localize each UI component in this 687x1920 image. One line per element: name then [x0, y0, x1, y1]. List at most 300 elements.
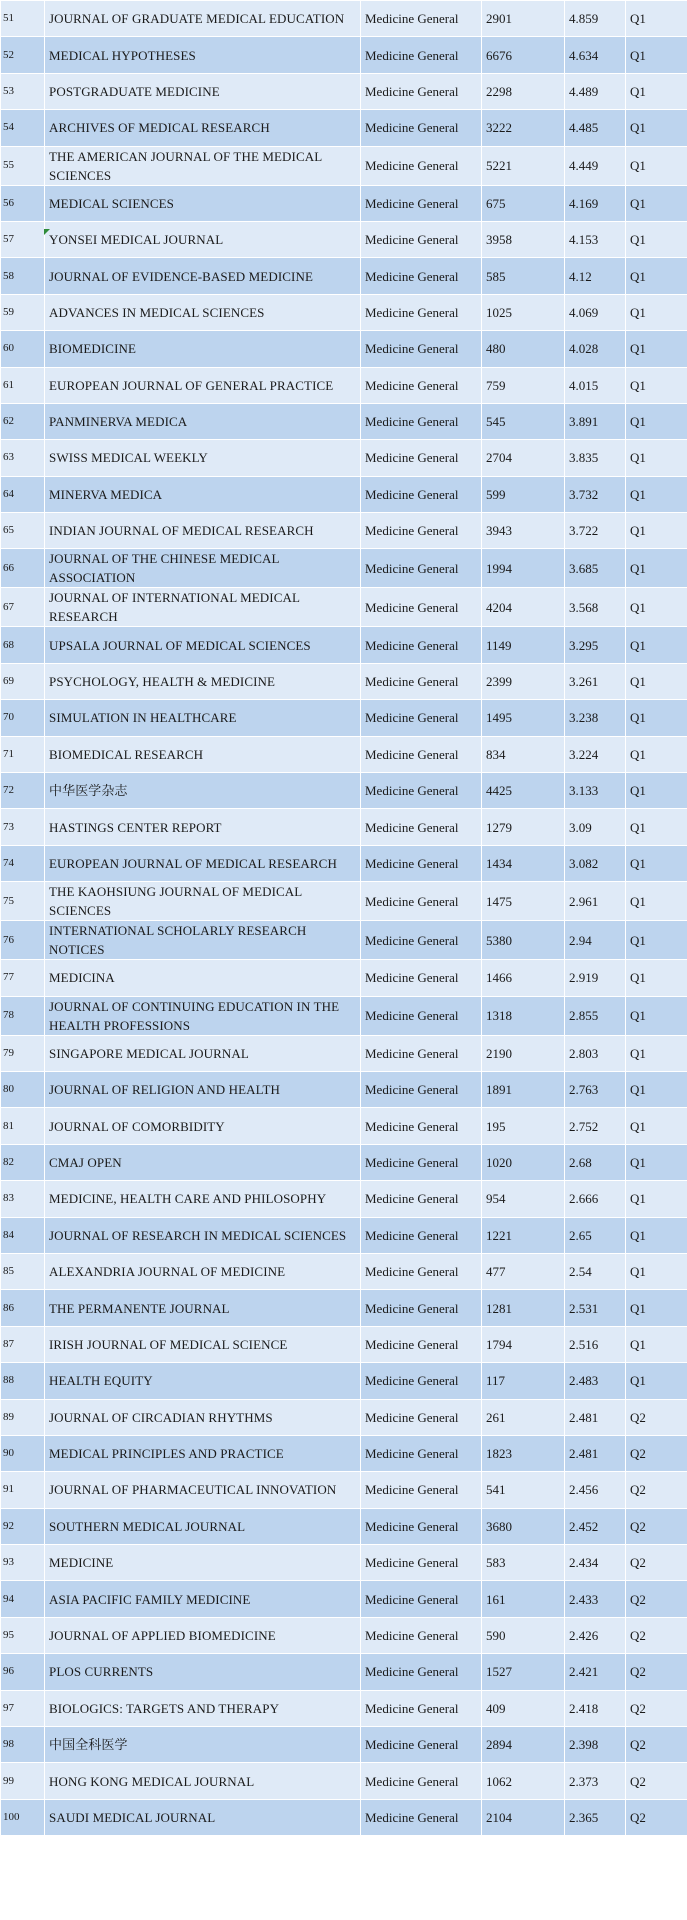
- total-cites-cell: 1466: [482, 960, 565, 996]
- quartile-cell: Q1: [626, 440, 687, 476]
- table-row: [1, 549, 687, 588]
- impact-factor-cell: 3.133: [565, 773, 626, 809]
- total-cites-cell: 3222: [482, 110, 565, 146]
- journal-name-cell: MEDICINE, HEALTH CARE AND PHILOSOPHY: [45, 1181, 361, 1217]
- quartile-cell: Q1: [626, 513, 687, 549]
- category-cell: Medicine General: [361, 1617, 482, 1653]
- table-row: [1, 1290, 687, 1326]
- rank-cell: 65: [1, 513, 45, 549]
- total-cites-cell: 545: [482, 403, 565, 439]
- impact-factor-cell: 2.54: [565, 1253, 626, 1289]
- journal-name-cell: 中国全科医学: [45, 1727, 361, 1763]
- rank-cell: 63: [1, 440, 45, 476]
- category-cell: Medicine General: [361, 1545, 482, 1581]
- rank-cell: 53: [1, 73, 45, 109]
- rank-cell: 82: [1, 1144, 45, 1180]
- quartile-cell: Q1: [626, 1071, 687, 1107]
- impact-factor-cell: 2.481: [565, 1399, 626, 1435]
- quartile-cell: Q1: [626, 403, 687, 439]
- total-cites-cell: 2894: [482, 1727, 565, 1763]
- journal-name-cell: HEALTH EQUITY: [45, 1363, 361, 1399]
- quartile-cell: Q2: [626, 1617, 687, 1653]
- impact-factor-cell: 2.531: [565, 1290, 626, 1326]
- category-cell: Medicine General: [361, 663, 482, 699]
- category-cell: Medicine General: [361, 331, 482, 367]
- category-cell: Medicine General: [361, 1690, 482, 1726]
- quartile-cell: Q1: [626, 996, 687, 1035]
- journal-name-cell: JOURNAL OF EVIDENCE-BASED MEDICINE: [45, 258, 361, 294]
- rank-cell: 73: [1, 809, 45, 845]
- impact-factor-cell: 2.65: [565, 1217, 626, 1253]
- rank-cell: 99: [1, 1763, 45, 1799]
- rank-cell: 81: [1, 1108, 45, 1144]
- table-row: [1, 627, 687, 663]
- category-cell: Medicine General: [361, 549, 482, 588]
- quartile-cell: Q1: [626, 1253, 687, 1289]
- table-row: [1, 1217, 687, 1253]
- impact-factor-cell: 2.855: [565, 996, 626, 1035]
- rank-cell: 70: [1, 700, 45, 736]
- total-cites-cell: 834: [482, 736, 565, 772]
- category-cell: Medicine General: [361, 367, 482, 403]
- impact-factor-cell: 3.722: [565, 513, 626, 549]
- journal-name-cell: THE AMERICAN JOURNAL OF THE MEDICAL SCIENCES: [45, 146, 361, 185]
- rank-cell: 94: [1, 1581, 45, 1617]
- quartile-cell: Q1: [626, 960, 687, 996]
- quartile-cell: Q1: [626, 1363, 687, 1399]
- category-cell: Medicine General: [361, 588, 482, 627]
- impact-factor-cell: 4.12: [565, 258, 626, 294]
- rank-cell: 60: [1, 331, 45, 367]
- total-cites-cell: 1994: [482, 549, 565, 588]
- rank-cell: 74: [1, 845, 45, 881]
- category-cell: Medicine General: [361, 1108, 482, 1144]
- rank-cell: 80: [1, 1071, 45, 1107]
- impact-factor-cell: 2.481: [565, 1435, 626, 1471]
- journal-name-cell: BIOMEDICAL RESEARCH: [45, 736, 361, 772]
- category-cell: Medicine General: [361, 1035, 482, 1071]
- quartile-cell: Q1: [626, 1144, 687, 1180]
- category-cell: Medicine General: [361, 1144, 482, 1180]
- impact-factor-cell: 2.961: [565, 882, 626, 921]
- total-cites-cell: 4204: [482, 588, 565, 627]
- impact-factor-cell: 4.634: [565, 37, 626, 73]
- impact-factor-cell: 3.238: [565, 700, 626, 736]
- category-cell: Medicine General: [361, 1, 482, 37]
- journal-name-cell: MEDICINE: [45, 1545, 361, 1581]
- category-cell: Medicine General: [361, 921, 482, 960]
- rank-cell: 62: [1, 403, 45, 439]
- total-cites-cell: 1020: [482, 1144, 565, 1180]
- impact-factor-cell: 3.685: [565, 549, 626, 588]
- quartile-cell: Q2: [626, 1508, 687, 1544]
- table-row: [1, 773, 687, 809]
- table-row: [1, 1617, 687, 1653]
- impact-factor-cell: 2.434: [565, 1545, 626, 1581]
- rank-cell: 64: [1, 476, 45, 512]
- quartile-cell: Q1: [626, 331, 687, 367]
- impact-factor-cell: 2.803: [565, 1035, 626, 1071]
- journal-name-cell: INTERNATIONAL SCHOLARLY RESEARCH NOTICES: [45, 921, 361, 960]
- total-cites-cell: 1281: [482, 1290, 565, 1326]
- journal-name-cell: SOUTHERN MEDICAL JOURNAL: [45, 1508, 361, 1544]
- impact-factor-cell: 2.68: [565, 1144, 626, 1180]
- total-cites-cell: 409: [482, 1690, 565, 1726]
- quartile-cell: Q1: [626, 185, 687, 221]
- table-row: [1, 37, 687, 73]
- quartile-cell: Q1: [626, 221, 687, 257]
- category-cell: Medicine General: [361, 736, 482, 772]
- impact-factor-cell: 2.763: [565, 1071, 626, 1107]
- impact-factor-cell: 2.752: [565, 1108, 626, 1144]
- category-cell: Medicine General: [361, 1435, 482, 1471]
- rank-cell: 89: [1, 1399, 45, 1435]
- journal-name-cell: ASIA PACIFIC FAMILY MEDICINE: [45, 1581, 361, 1617]
- category-cell: Medicine General: [361, 1799, 482, 1835]
- table-row: [1, 1763, 687, 1799]
- journal-name-cell: PANMINERVA MEDICA: [45, 403, 361, 439]
- table-row: [1, 1435, 687, 1471]
- table-row: [1, 921, 687, 960]
- quartile-cell: Q1: [626, 845, 687, 881]
- journal-name-cell: MEDICINA: [45, 960, 361, 996]
- quartile-cell: Q1: [626, 549, 687, 588]
- category-cell: Medicine General: [361, 403, 482, 439]
- impact-factor-cell: 4.153: [565, 221, 626, 257]
- impact-factor-cell: 4.069: [565, 294, 626, 330]
- impact-factor-cell: 2.483: [565, 1363, 626, 1399]
- rank-cell: 51: [1, 1, 45, 37]
- quartile-cell: Q1: [626, 809, 687, 845]
- impact-factor-cell: 3.295: [565, 627, 626, 663]
- table-row: [1, 1399, 687, 1435]
- rank-cell: 97: [1, 1690, 45, 1726]
- impact-factor-cell: 4.449: [565, 146, 626, 185]
- journal-name-cell: PLOS CURRENTS: [45, 1654, 361, 1690]
- quartile-cell: Q2: [626, 1690, 687, 1726]
- category-cell: Medicine General: [361, 1363, 482, 1399]
- rank-cell: 76: [1, 921, 45, 960]
- rank-cell: 86: [1, 1290, 45, 1326]
- category-cell: Medicine General: [361, 440, 482, 476]
- table-row: [1, 663, 687, 699]
- impact-factor-cell: 2.94: [565, 921, 626, 960]
- rank-cell: 66: [1, 549, 45, 588]
- journal-name-cell: SIMULATION IN HEALTHCARE: [45, 700, 361, 736]
- journal-name-cell: EUROPEAN JOURNAL OF GENERAL PRACTICE: [45, 367, 361, 403]
- category-cell: Medicine General: [361, 1326, 482, 1362]
- journal-name-cell: HASTINGS CENTER REPORT: [45, 809, 361, 845]
- journal-name-cell: INDIAN JOURNAL OF MEDICAL RESEARCH: [45, 513, 361, 549]
- quartile-cell: Q1: [626, 73, 687, 109]
- quartile-cell: Q1: [626, 1290, 687, 1326]
- category-cell: Medicine General: [361, 110, 482, 146]
- total-cites-cell: 3680: [482, 1508, 565, 1544]
- category-cell: Medicine General: [361, 185, 482, 221]
- table-row: [1, 1363, 687, 1399]
- category-cell: Medicine General: [361, 221, 482, 257]
- category-cell: Medicine General: [361, 700, 482, 736]
- quartile-cell: Q2: [626, 1763, 687, 1799]
- table-row: [1, 1799, 687, 1835]
- total-cites-cell: 590: [482, 1617, 565, 1653]
- table-row: [1, 221, 687, 257]
- quartile-cell: Q1: [626, 258, 687, 294]
- impact-factor-cell: 3.835: [565, 440, 626, 476]
- journal-name-cell: JOURNAL OF CIRCADIAN RHYTHMS: [45, 1399, 361, 1435]
- quartile-cell: Q1: [626, 773, 687, 809]
- impact-factor-cell: 3.261: [565, 663, 626, 699]
- total-cites-cell: 3958: [482, 221, 565, 257]
- rank-cell: 87: [1, 1326, 45, 1362]
- category-cell: Medicine General: [361, 258, 482, 294]
- rank-cell: 58: [1, 258, 45, 294]
- table-row: [1, 440, 687, 476]
- journal-name-cell: IRISH JOURNAL OF MEDICAL SCIENCE: [45, 1326, 361, 1362]
- journal-name-cell: JOURNAL OF THE CHINESE MEDICAL ASSOCIATION: [45, 549, 361, 588]
- impact-factor-cell: 2.421: [565, 1654, 626, 1690]
- category-cell: Medicine General: [361, 1290, 482, 1326]
- journal-name-cell: HONG KONG MEDICAL JOURNAL: [45, 1763, 361, 1799]
- category-cell: Medicine General: [361, 1508, 482, 1544]
- total-cites-cell: 1495: [482, 700, 565, 736]
- impact-factor-cell: 2.426: [565, 1617, 626, 1653]
- table-row: [1, 960, 687, 996]
- total-cites-cell: 2399: [482, 663, 565, 699]
- category-cell: Medicine General: [361, 845, 482, 881]
- rank-cell: 52: [1, 37, 45, 73]
- impact-factor-cell: 2.433: [565, 1581, 626, 1617]
- table-row: [1, 476, 687, 512]
- table-row: [1, 809, 687, 845]
- rank-cell: 92: [1, 1508, 45, 1544]
- journal-name-cell: PSYCHOLOGY, HEALTH & MEDICINE: [45, 663, 361, 699]
- table-row: [1, 110, 687, 146]
- impact-factor-cell: 4.485: [565, 110, 626, 146]
- rank-cell: 100: [1, 1799, 45, 1835]
- rank-cell: 83: [1, 1181, 45, 1217]
- impact-factor-cell: 3.891: [565, 403, 626, 439]
- total-cites-cell: 1279: [482, 809, 565, 845]
- impact-factor-cell: 2.456: [565, 1472, 626, 1508]
- category-cell: Medicine General: [361, 1071, 482, 1107]
- category-cell: Medicine General: [361, 37, 482, 73]
- table-row: [1, 1545, 687, 1581]
- quartile-cell: Q2: [626, 1435, 687, 1471]
- journal-name-cell: JOURNAL OF INTERNATIONAL MEDICAL RESEARCH: [45, 588, 361, 627]
- total-cites-cell: 4425: [482, 773, 565, 809]
- quartile-cell: Q1: [626, 588, 687, 627]
- impact-factor-cell: 2.452: [565, 1508, 626, 1544]
- quartile-cell: Q1: [626, 146, 687, 185]
- rank-cell: 77: [1, 960, 45, 996]
- journal-name-cell: MEDICAL HYPOTHESES: [45, 37, 361, 73]
- rank-cell: 68: [1, 627, 45, 663]
- journal-name-cell: JOURNAL OF GRADUATE MEDICAL EDUCATION: [45, 1, 361, 37]
- category-cell: Medicine General: [361, 627, 482, 663]
- impact-factor-cell: 4.489: [565, 73, 626, 109]
- rank-cell: 85: [1, 1253, 45, 1289]
- quartile-cell: Q1: [626, 294, 687, 330]
- rank-cell: 78: [1, 996, 45, 1035]
- quartile-cell: Q2: [626, 1727, 687, 1763]
- category-cell: Medicine General: [361, 1399, 482, 1435]
- table-row: [1, 1508, 687, 1544]
- category-cell: Medicine General: [361, 1654, 482, 1690]
- total-cites-cell: 954: [482, 1181, 565, 1217]
- journal-name-cell: JOURNAL OF COMORBIDITY: [45, 1108, 361, 1144]
- rank-cell: 98: [1, 1727, 45, 1763]
- quartile-cell: Q1: [626, 736, 687, 772]
- quartile-cell: Q1: [626, 1035, 687, 1071]
- table-row: [1, 1326, 687, 1362]
- journal-name-cell: THE PERMANENTE JOURNAL: [45, 1290, 361, 1326]
- table-row: [1, 1, 687, 37]
- journal-name-cell: BIOLOGICS: TARGETS AND THERAPY: [45, 1690, 361, 1726]
- table-row: [1, 736, 687, 772]
- table-body: [1, 1, 687, 1836]
- category-cell: Medicine General: [361, 1472, 482, 1508]
- cell-comment-marker: [44, 229, 50, 235]
- impact-factor-cell: 3.082: [565, 845, 626, 881]
- journal-name-cell: JOURNAL OF RESEARCH IN MEDICAL SCIENCES: [45, 1217, 361, 1253]
- impact-factor-cell: 4.028: [565, 331, 626, 367]
- table-row: [1, 331, 687, 367]
- total-cites-cell: 1823: [482, 1435, 565, 1471]
- quartile-cell: Q1: [626, 627, 687, 663]
- journal-name-cell: BIOMEDICINE: [45, 331, 361, 367]
- total-cites-cell: 583: [482, 1545, 565, 1581]
- total-cites-cell: 2901: [482, 1, 565, 37]
- total-cites-cell: 5221: [482, 146, 565, 185]
- impact-factor-cell: 3.732: [565, 476, 626, 512]
- total-cites-cell: 2704: [482, 440, 565, 476]
- total-cites-cell: 1434: [482, 845, 565, 881]
- table-row: [1, 1071, 687, 1107]
- quartile-cell: Q2: [626, 1545, 687, 1581]
- rank-cell: 61: [1, 367, 45, 403]
- rank-cell: 55: [1, 146, 45, 185]
- total-cites-cell: 1062: [482, 1763, 565, 1799]
- journal-name-cell: SAUDI MEDICAL JOURNAL: [45, 1799, 361, 1835]
- journal-name-cell: JOURNAL OF RELIGION AND HEALTH: [45, 1071, 361, 1107]
- total-cites-cell: 2104: [482, 1799, 565, 1835]
- category-cell: Medicine General: [361, 1217, 482, 1253]
- total-cites-cell: 1318: [482, 996, 565, 1035]
- journal-name-cell: 中华医学杂志: [45, 773, 361, 809]
- impact-factor-cell: 2.365: [565, 1799, 626, 1835]
- journal-name-cell: MEDICAL SCIENCES: [45, 185, 361, 221]
- total-cites-cell: 261: [482, 1399, 565, 1435]
- quartile-cell: Q1: [626, 882, 687, 921]
- category-cell: Medicine General: [361, 809, 482, 845]
- impact-factor-cell: 3.09: [565, 809, 626, 845]
- journal-name-cell: EUROPEAN JOURNAL OF MEDICAL RESEARCH: [45, 845, 361, 881]
- journal-name-cell: ARCHIVES OF MEDICAL RESEARCH: [45, 110, 361, 146]
- rank-cell: 96: [1, 1654, 45, 1690]
- table-row: [1, 1654, 687, 1690]
- table-row: [1, 700, 687, 736]
- category-cell: Medicine General: [361, 773, 482, 809]
- journal-name-cell: CMAJ OPEN: [45, 1144, 361, 1180]
- total-cites-cell: 3943: [482, 513, 565, 549]
- table-row: [1, 1144, 687, 1180]
- total-cites-cell: 1475: [482, 882, 565, 921]
- table-row: [1, 367, 687, 403]
- table-row: [1, 73, 687, 109]
- total-cites-cell: 2298: [482, 73, 565, 109]
- quartile-cell: Q2: [626, 1799, 687, 1835]
- total-cites-cell: 585: [482, 258, 565, 294]
- table-row: [1, 513, 687, 549]
- journal-name-cell: ADVANCES IN MEDICAL SCIENCES: [45, 294, 361, 330]
- rank-cell: 71: [1, 736, 45, 772]
- total-cites-cell: 599: [482, 476, 565, 512]
- impact-factor-cell: 2.418: [565, 1690, 626, 1726]
- impact-factor-cell: 2.398: [565, 1727, 626, 1763]
- total-cites-cell: 1794: [482, 1326, 565, 1362]
- table-row: [1, 1581, 687, 1617]
- rank-cell: 93: [1, 1545, 45, 1581]
- quartile-cell: Q1: [626, 37, 687, 73]
- table-row: [1, 1472, 687, 1508]
- total-cites-cell: 2190: [482, 1035, 565, 1071]
- category-cell: Medicine General: [361, 146, 482, 185]
- impact-factor-cell: 4.169: [565, 185, 626, 221]
- journal-name-cell: POSTGRADUATE MEDICINE: [45, 73, 361, 109]
- rank-cell: 79: [1, 1035, 45, 1071]
- rank-cell: 88: [1, 1363, 45, 1399]
- total-cites-cell: 1891: [482, 1071, 565, 1107]
- impact-factor-cell: 3.568: [565, 588, 626, 627]
- table-row: [1, 1253, 687, 1289]
- journal-name-cell: MEDICAL PRINCIPLES AND PRACTICE: [45, 1435, 361, 1471]
- table-row: [1, 294, 687, 330]
- rank-cell: 75: [1, 882, 45, 921]
- quartile-cell: Q1: [626, 1108, 687, 1144]
- category-cell: Medicine General: [361, 882, 482, 921]
- rank-cell: 59: [1, 294, 45, 330]
- quartile-cell: Q1: [626, 1181, 687, 1217]
- rank-cell: 72: [1, 773, 45, 809]
- journal-name-cell: SINGAPORE MEDICAL JOURNAL: [45, 1035, 361, 1071]
- total-cites-cell: 675: [482, 185, 565, 221]
- rank-cell: 67: [1, 588, 45, 627]
- journal-name-cell: ALEXANDRIA JOURNAL OF MEDICINE: [45, 1253, 361, 1289]
- journal-name-cell: MINERVA MEDICA: [45, 476, 361, 512]
- category-cell: Medicine General: [361, 1253, 482, 1289]
- total-cites-cell: 1527: [482, 1654, 565, 1690]
- total-cites-cell: 541: [482, 1472, 565, 1508]
- impact-factor-cell: 2.373: [565, 1763, 626, 1799]
- journal-name-cell: SWISS MEDICAL WEEKLY: [45, 440, 361, 476]
- rank-cell: 54: [1, 110, 45, 146]
- quartile-cell: Q1: [626, 700, 687, 736]
- quartile-cell: Q1: [626, 110, 687, 146]
- total-cites-cell: 759: [482, 367, 565, 403]
- total-cites-cell: 477: [482, 1253, 565, 1289]
- total-cites-cell: 161: [482, 1581, 565, 1617]
- quartile-cell: Q2: [626, 1472, 687, 1508]
- journal-name-cell: THE KAOHSIUNG JOURNAL OF MEDICAL SCIENCES: [45, 882, 361, 921]
- quartile-cell: Q2: [626, 1399, 687, 1435]
- journal-name-cell: YONSEI MEDICAL JOURNAL: [45, 221, 361, 257]
- table-row: [1, 588, 687, 627]
- journal-name-cell: JOURNAL OF APPLIED BIOMEDICINE: [45, 1617, 361, 1653]
- quartile-cell: Q2: [626, 1581, 687, 1617]
- impact-factor-cell: 2.516: [565, 1326, 626, 1362]
- total-cites-cell: 117: [482, 1363, 565, 1399]
